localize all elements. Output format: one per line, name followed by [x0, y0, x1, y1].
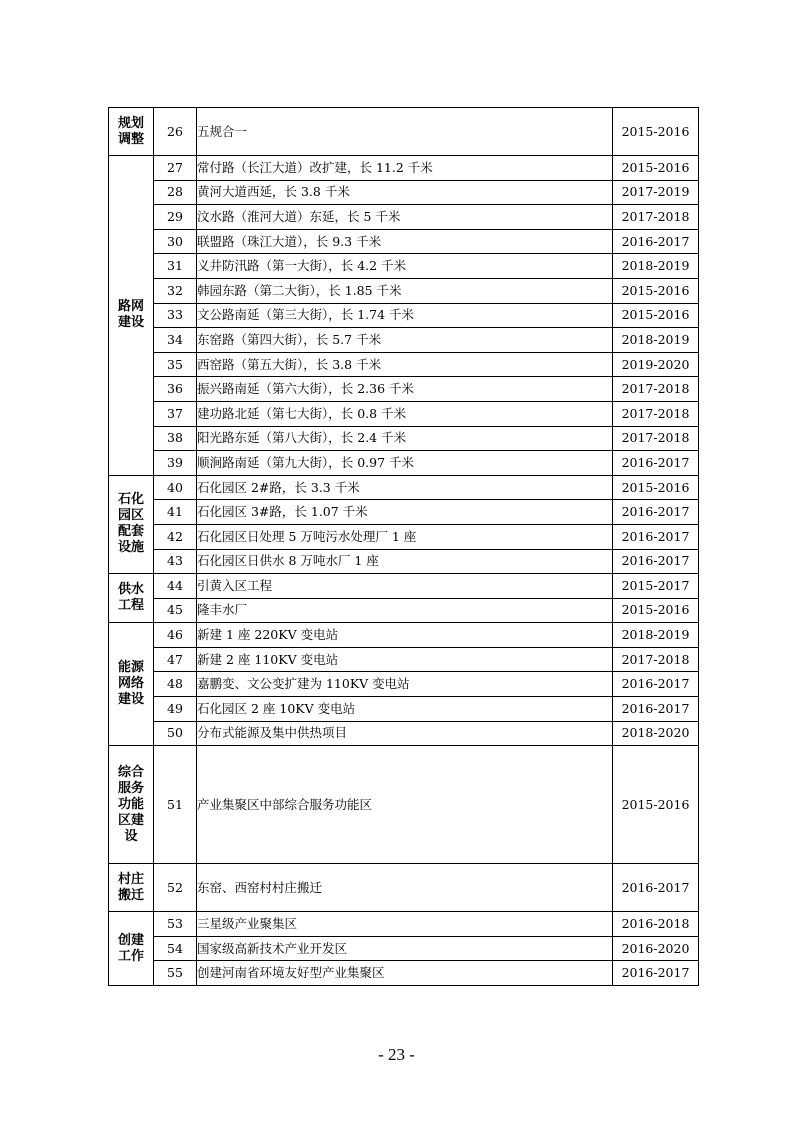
table-row	[109, 426, 699, 451]
project-years: 2016-2017	[613, 500, 699, 525]
item-number: 44	[154, 574, 197, 599]
category-label-line: 服务	[117, 780, 144, 796]
project-years: 2019-2020	[613, 352, 699, 377]
project-years: 2016-2017	[613, 549, 699, 574]
table-row	[109, 451, 699, 476]
category-label-line: 调整	[117, 131, 144, 147]
table-row	[109, 647, 699, 672]
project-name: 创建河南省环境友好型产业集聚区	[197, 961, 613, 986]
item-number: 37	[154, 401, 197, 426]
project-name: 石化园区日处理 5 万吨污水处理厂 1 座	[197, 524, 613, 549]
table-row	[109, 377, 699, 402]
item-number: 32	[154, 278, 197, 303]
item-number: 34	[154, 328, 197, 353]
table-row	[109, 961, 699, 986]
project-name: 西窑路（第五大街），长 3.8 千米	[197, 352, 613, 377]
project-years: 2015-2016	[613, 746, 699, 864]
table-row	[109, 697, 699, 722]
category-label-line: 综合	[117, 764, 144, 780]
table-row	[109, 500, 699, 525]
category-label-line: 功能	[117, 796, 144, 812]
project-years: 2018-2019	[613, 328, 699, 353]
category-label-line: 设	[124, 828, 138, 844]
project-years: 2015-2016	[613, 475, 699, 500]
project-name: 隆丰水厂	[197, 598, 613, 623]
table-row	[109, 574, 699, 599]
table-row	[109, 205, 699, 230]
project-name: 国家级高新技术产业开发区	[197, 936, 613, 961]
project-name: 韩园东路（第二大街），长 1.85 千米	[197, 278, 613, 303]
category-label-line: 设施	[117, 540, 144, 556]
item-number: 30	[154, 229, 197, 254]
item-number: 53	[154, 912, 197, 937]
item-number: 41	[154, 500, 197, 525]
project-name: 汶水路（淮河大道）东延，长 5 千米	[197, 205, 613, 230]
project-years: 2017-2018	[613, 647, 699, 672]
table-body	[109, 108, 699, 986]
project-name: 阳光路东延（第八大街），长 2.4 千米	[197, 426, 613, 451]
project-years: 2015-2016	[613, 278, 699, 303]
project-name: 新建 2 座 110KV 变电站	[197, 647, 613, 672]
item-number: 31	[154, 254, 197, 279]
project-years: 2016-2018	[613, 912, 699, 937]
item-number: 38	[154, 426, 197, 451]
project-name: 引黄入区工程	[197, 574, 613, 599]
table-row	[109, 328, 699, 353]
item-number: 54	[154, 936, 197, 961]
page-number: - 23 -	[378, 1045, 415, 1064]
project-name: 产业集聚区中部综合服务功能区	[197, 746, 613, 864]
project-name: 石化园区 2 座 10KV 变电站	[197, 697, 613, 722]
item-number: 49	[154, 697, 197, 722]
project-years: 2017-2018	[613, 377, 699, 402]
category-cell	[109, 574, 154, 623]
project-plan-table	[108, 107, 699, 986]
category-label-line: 配套	[117, 524, 144, 540]
table-row	[109, 746, 699, 864]
category-label-line: 规划	[117, 115, 144, 131]
table-row	[109, 156, 699, 181]
category-cell	[109, 108, 154, 156]
project-name: 义井防汛路（第一大街），长 4.2 千米	[197, 254, 613, 279]
project-name: 石化园区 2#路，长 3.3 千米	[197, 475, 613, 500]
item-number: 52	[154, 864, 197, 912]
category-label-line: 创建	[117, 932, 144, 948]
item-number: 26	[154, 108, 197, 156]
project-years: 2016-2017	[613, 451, 699, 476]
category-label-line: 搬迁	[117, 887, 144, 903]
project-years: 2017-2018	[613, 401, 699, 426]
project-name: 新建 1 座 220KV 变电站	[197, 623, 613, 648]
project-name: 顺涧路南延（第九大街），长 0.97 千米	[197, 451, 613, 476]
item-number: 51	[154, 746, 197, 864]
table-row	[109, 524, 699, 549]
category-label-line: 建设	[117, 315, 144, 331]
project-years: 2016-2017	[613, 524, 699, 549]
category-label-line: 石化	[117, 492, 144, 508]
table-row	[109, 672, 699, 697]
project-years: 2016-2020	[613, 936, 699, 961]
project-years: 2017-2018	[613, 205, 699, 230]
project-years: 2018-2019	[613, 254, 699, 279]
item-number: 48	[154, 672, 197, 697]
table-row	[109, 180, 699, 205]
table-row	[109, 549, 699, 574]
project-years: 2015-2016	[613, 108, 699, 156]
item-number: 40	[154, 475, 197, 500]
table-row	[109, 912, 699, 937]
table-row	[109, 303, 699, 328]
table-row	[109, 623, 699, 648]
category-cell	[109, 623, 154, 746]
project-name: 分布式能源及集中供热项目	[197, 721, 613, 746]
project-years: 2018-2019	[613, 623, 699, 648]
table-row	[109, 475, 699, 500]
project-name: 石化园区 3#路，长 1.07 千米	[197, 500, 613, 525]
item-number: 47	[154, 647, 197, 672]
project-name: 黄河大道西延，长 3.8 千米	[197, 180, 613, 205]
project-name: 建功路北延（第七大街），长 0.8 千米	[197, 401, 613, 426]
project-years: 2015-2016	[613, 303, 699, 328]
category-label-line: 网络	[117, 676, 144, 692]
item-number: 39	[154, 451, 197, 476]
category-label-line: 工作	[117, 948, 144, 964]
item-number: 46	[154, 623, 197, 648]
item-number: 50	[154, 721, 197, 746]
project-name: 东窑路（第四大街），长 5.7 千米	[197, 328, 613, 353]
project-years: 2015-2016	[613, 598, 699, 623]
table-row	[109, 254, 699, 279]
category-label-line: 路网	[117, 299, 144, 315]
category-cell	[109, 746, 154, 864]
project-years: 2017-2019	[613, 180, 699, 205]
table-row	[109, 721, 699, 746]
category-cell	[109, 156, 154, 476]
item-number: 42	[154, 524, 197, 549]
category-cell	[109, 912, 154, 986]
project-years: 2016-2017	[613, 672, 699, 697]
project-name: 三星级产业聚集区	[197, 912, 613, 937]
category-cell	[109, 864, 154, 912]
project-name: 振兴路南延（第六大街），长 2.36 千米	[197, 377, 613, 402]
category-label-line: 建设	[117, 692, 144, 708]
project-name: 常付路（长江大道）改扩建，长 11.2 千米	[197, 156, 613, 181]
item-number: 36	[154, 377, 197, 402]
item-number: 55	[154, 961, 197, 986]
category-label-line: 供水	[117, 582, 144, 598]
project-name: 文公路南延（第三大街），长 1.74 千米	[197, 303, 613, 328]
category-label-line: 能源	[117, 660, 144, 676]
project-years: 2016-2017	[613, 697, 699, 722]
project-name: 五规合一	[197, 108, 613, 156]
category-label-line: 工程	[117, 598, 144, 614]
table-row	[109, 598, 699, 623]
item-number: 29	[154, 205, 197, 230]
category-label-line: 区建	[117, 812, 144, 828]
table-row	[109, 108, 699, 156]
project-years: 2017-2018	[613, 426, 699, 451]
table-row	[109, 229, 699, 254]
category-cell	[109, 475, 154, 573]
project-name: 东窑、西窑村村庄搬迁	[197, 864, 613, 912]
project-name: 联盟路（珠江大道），长 9.3 千米	[197, 229, 613, 254]
table-row	[109, 352, 699, 377]
project-years: 2016-2017	[613, 961, 699, 986]
item-number: 43	[154, 549, 197, 574]
table-row	[109, 936, 699, 961]
project-name: 石化园区日供水 8 万吨水厂 1 座	[197, 549, 613, 574]
project-years: 2015-2016	[613, 156, 699, 181]
project-years: 2015-2017	[613, 574, 699, 599]
project-years: 2016-2017	[613, 864, 699, 912]
item-number: 45	[154, 598, 197, 623]
item-number: 27	[154, 156, 197, 181]
category-label-line: 园区	[117, 508, 144, 524]
item-number: 35	[154, 352, 197, 377]
table-row	[109, 278, 699, 303]
project-years: 2016-2017	[613, 229, 699, 254]
item-number: 28	[154, 180, 197, 205]
table-row	[109, 864, 699, 912]
table-row	[109, 401, 699, 426]
item-number: 33	[154, 303, 197, 328]
project-years: 2018-2020	[613, 721, 699, 746]
category-label-line: 村庄	[117, 871, 144, 887]
project-name: 嘉鹏变、文公变扩建为 110KV 变电站	[197, 672, 613, 697]
